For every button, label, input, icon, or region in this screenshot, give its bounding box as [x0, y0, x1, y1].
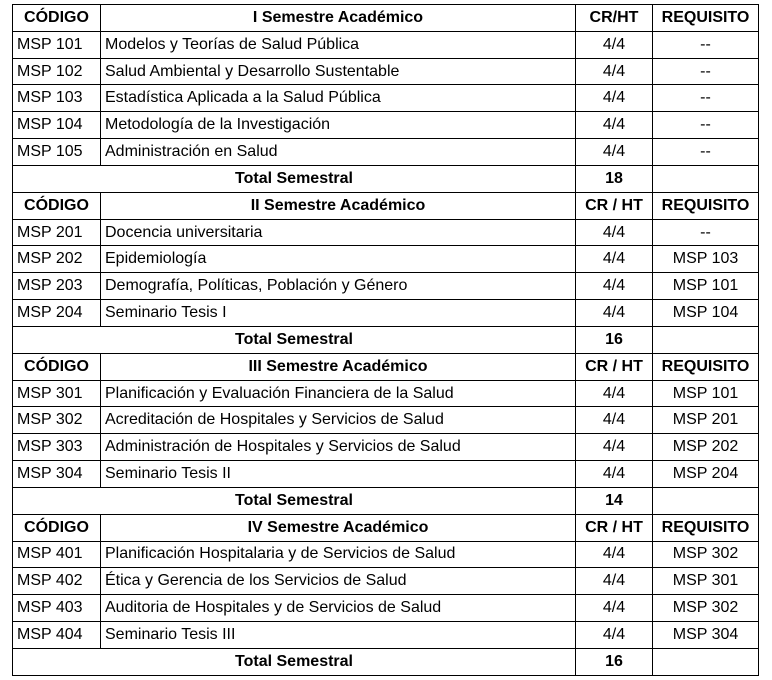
semester-title: IV Semestre Académico [101, 514, 576, 541]
course-code: MSP 101 [13, 31, 101, 58]
course-code: MSP 202 [13, 246, 101, 273]
course-code: MSP 402 [13, 568, 101, 595]
semester-title: II Semestre Académico [101, 192, 576, 219]
course-code: MSP 301 [13, 380, 101, 407]
course-code: MSP 201 [13, 219, 101, 246]
course-name: Estadística Aplicada a la Salud Pública [101, 85, 576, 112]
course-code: MSP 304 [13, 461, 101, 488]
course-credits: 4/4 [576, 461, 653, 488]
course-credits: 4/4 [576, 622, 653, 649]
course-name: Acreditación de Hospitales y Servicios de Salud [101, 407, 576, 434]
course-requirement: -- [653, 112, 759, 139]
course-credits: 4/4 [576, 273, 653, 300]
course-row [13, 595, 759, 622]
total-value: 18 [576, 165, 653, 192]
course-requirement: -- [653, 31, 759, 58]
total-empty-cell [653, 165, 759, 192]
semester-title: III Semestre Académico [101, 353, 576, 380]
course-code: MSP 404 [13, 622, 101, 649]
course-requirement: MSP 301 [653, 568, 759, 595]
course-credits: 4/4 [576, 300, 653, 327]
curriculum-table [12, 4, 759, 676]
course-row [13, 273, 759, 300]
credits-header: CR / HT [576, 192, 653, 219]
course-name: Planificación y Evaluación Financiera de la Salud [101, 380, 576, 407]
credits-header: CR / HT [576, 514, 653, 541]
course-row [13, 246, 759, 273]
course-requirement: -- [653, 219, 759, 246]
course-row [13, 541, 759, 568]
course-credits: 4/4 [576, 434, 653, 461]
course-name: Administración de Hospitales y Servicios de Salud [101, 434, 576, 461]
course-credits: 4/4 [576, 407, 653, 434]
total-row [13, 165, 759, 192]
code-header: CÓDIGO [13, 5, 101, 32]
course-row [13, 622, 759, 649]
credits-header: CR/HT [576, 5, 653, 32]
course-row [13, 112, 759, 139]
total-row [13, 487, 759, 514]
course-name: Salud Ambiental y Desarrollo Sustentable [101, 58, 576, 85]
course-requirement: MSP 204 [653, 461, 759, 488]
course-row [13, 31, 759, 58]
code-header: CÓDIGO [13, 192, 101, 219]
requirement-header: REQUISITO [653, 353, 759, 380]
total-value: 14 [576, 487, 653, 514]
course-code: MSP 203 [13, 273, 101, 300]
course-credits: 4/4 [576, 112, 653, 139]
semester-header-row [13, 353, 759, 380]
total-label: Total Semestral [13, 326, 576, 353]
requirement-header: REQUISITO [653, 514, 759, 541]
course-credits: 4/4 [576, 595, 653, 622]
course-name: Administración en Salud [101, 139, 576, 166]
course-credits: 4/4 [576, 219, 653, 246]
course-code: MSP 403 [13, 595, 101, 622]
course-requirement: MSP 104 [653, 300, 759, 327]
course-credits: 4/4 [576, 85, 653, 112]
course-name: Planificación Hospitalaria y de Servicios de Salud [101, 541, 576, 568]
course-row [13, 407, 759, 434]
course-requirement: -- [653, 85, 759, 112]
course-row [13, 300, 759, 327]
course-name: Ética y Gerencia de los Servicios de Salud [101, 568, 576, 595]
semester-header-row [13, 192, 759, 219]
requirement-header: REQUISITO [653, 5, 759, 32]
total-row [13, 326, 759, 353]
course-requirement: MSP 302 [653, 595, 759, 622]
course-credits: 4/4 [576, 568, 653, 595]
course-requirement: MSP 302 [653, 541, 759, 568]
semester-title: I Semestre Académico [101, 5, 576, 32]
course-name: Auditoria de Hospitales y de Servicios de Salud [101, 595, 576, 622]
total-empty-cell [653, 648, 759, 675]
course-requirement: MSP 202 [653, 434, 759, 461]
course-row [13, 85, 759, 112]
course-code: MSP 103 [13, 85, 101, 112]
course-credits: 4/4 [576, 541, 653, 568]
course-credits: 4/4 [576, 380, 653, 407]
code-header: CÓDIGO [13, 514, 101, 541]
course-name: Modelos y Teorías de Salud Pública [101, 31, 576, 58]
course-row [13, 380, 759, 407]
course-requirement: -- [653, 139, 759, 166]
course-credits: 4/4 [576, 246, 653, 273]
total-value: 16 [576, 326, 653, 353]
course-credits: 4/4 [576, 139, 653, 166]
semester-header-row [13, 514, 759, 541]
course-row [13, 434, 759, 461]
requirement-header: REQUISITO [653, 192, 759, 219]
course-requirement: -- [653, 58, 759, 85]
course-name: Demografía, Políticas, Población y Género [101, 273, 576, 300]
course-row [13, 219, 759, 246]
course-row [13, 461, 759, 488]
course-name: Metodología de la Investigación [101, 112, 576, 139]
course-credits: 4/4 [576, 58, 653, 85]
semester-header-row [13, 5, 759, 32]
course-row [13, 139, 759, 166]
course-requirement: MSP 101 [653, 273, 759, 300]
course-row [13, 58, 759, 85]
course-name: Seminario Tesis I [101, 300, 576, 327]
course-credits: 4/4 [576, 31, 653, 58]
course-code: MSP 104 [13, 112, 101, 139]
course-requirement: MSP 201 [653, 407, 759, 434]
course-requirement: MSP 304 [653, 622, 759, 649]
course-code: MSP 204 [13, 300, 101, 327]
total-row [13, 648, 759, 675]
course-code: MSP 105 [13, 139, 101, 166]
course-requirement: MSP 103 [653, 246, 759, 273]
code-header: CÓDIGO [13, 353, 101, 380]
course-name: Epidemiología [101, 246, 576, 273]
total-label: Total Semestral [13, 165, 576, 192]
course-row [13, 568, 759, 595]
total-label: Total Semestral [13, 648, 576, 675]
course-name: Seminario Tesis II [101, 461, 576, 488]
course-code: MSP 302 [13, 407, 101, 434]
course-name: Seminario Tesis III [101, 622, 576, 649]
course-code: MSP 303 [13, 434, 101, 461]
total-value: 16 [576, 648, 653, 675]
course-code: MSP 102 [13, 58, 101, 85]
credits-header: CR / HT [576, 353, 653, 380]
total-label: Total Semestral [13, 487, 576, 514]
total-empty-cell [653, 326, 759, 353]
course-code: MSP 401 [13, 541, 101, 568]
total-empty-cell [653, 487, 759, 514]
course-name: Docencia universitaria [101, 219, 576, 246]
course-requirement: MSP 101 [653, 380, 759, 407]
